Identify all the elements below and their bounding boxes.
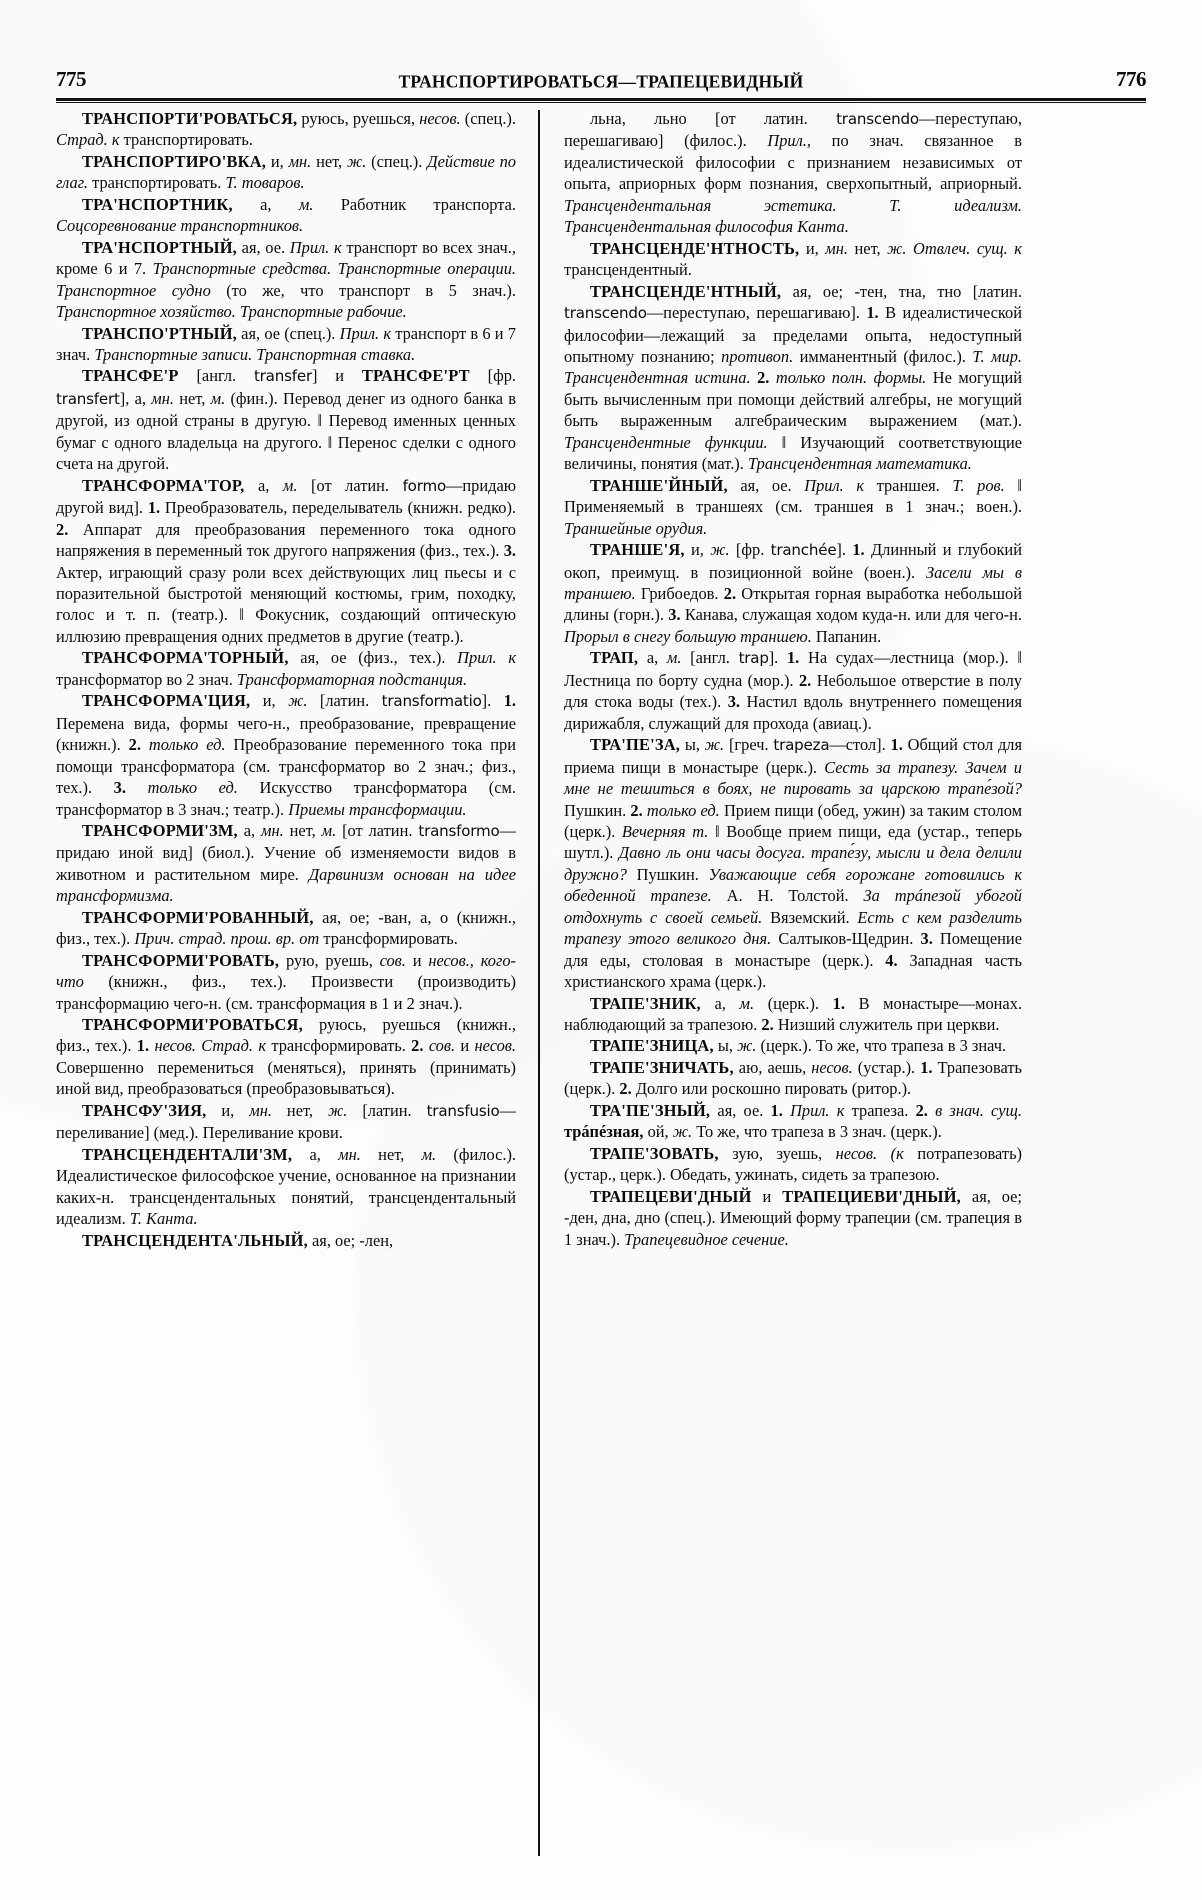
folio-right: 776 [1116,67,1146,91]
dictionary-entry: ТРАПЕ'ЗНИЧАТЬ, аю, аешь, несов. (устар.). 1. Трапезовать (церк.). 2. Долго или роскошно пировать (ритор.). [564,1057,1022,1099]
dictionary-entry: ТРАНСЦЕНДЕ'НТНОСТЬ, и, мн. нет, ж. Отвлеч. сущ. к трансцендентный. [564,238,1022,280]
dictionary-entry: ТРАНСФОРМИ'РОВАТЬСЯ, руюсь, руешься (книжн., физ., тех.). 1. несов. Страд. к трансформировать. 2. сов. и несов. Совершенно перемениться (меняться), принять (принимать) иной вид, преобразоваться (преобразовываться). [56,1015,516,1099]
dictionary-entry: ТРАПЕ'ЗОВАТЬ, зую, зуешь, несов. (к потрапезовать) (устар., церк.). Обедать, ужинать, сидеть за трапезою. [564,1143,1022,1185]
dictionary-entry: ТРАНСФОРМИ'ЗМ, а, мн. нет, м. [от латин. transformo—придаю иной вид] (биол.). Учение об изменяемости видов в животном и растительном мире. Дарвинизм основан на идее трансформизма. [56,820,516,906]
dictionary-entry: ТРА'НСПОРТНИК, а, м. Работник транспорта. Соцсоревнование транспортников. [56,194,516,236]
dictionary-entry: ТРАНСПО'РТНЫЙ, ая, ое (спец.). Прил. к транспорт в 6 и 7 знач. Транспортные записи. Транспортная ставка. [56,323,516,364]
dictionary-entry: ТРАПЕЦЕВИ'ДНЫЙ и ТРАПЕЦИЕВИ'ДНЫЙ, ая, ое; -ден, дна, дно (спец.). Имеющий форму трапеции (см. трапеция в 1 знач.). Трапецевидное сечение. [564,1186,1022,1249]
dictionary-entry: ТРАНШЕ'Я, и, ж. [фр. tranchée]. 1. Длинный и глубокий окоп, преимущ. в позиционной войне (воен.). Засели мы в траншею. Грибоедов. 2. Открытая горная выработка небольшой длины (горн.). 3. Канава, служащая ходом куда-н. или для чего-н. Прорыл в снегу большую траншею. Папанин. [564,540,1022,646]
column-right [540,108,1022,1856]
dictionary-entry: ТРА'ПЕ'ЗА, ы, ж. [греч. trapeza—стол]. 1. Общий стол для приема пищи в монастыре (церк.). Сесть за трапезу. Зачем и мне не тешиться в боях, не пировать за царскою трапе́зой? Пушкин. 2. только ед. Прием пищи (обед, ужин) за таким столом (церк.). Вечерняя т. ‖ Вообще прием пищи, еда (устар., теперь шутл.). Давно ль они часы досуга. трапе́зу, мысли и дела делили дружно? Пушкин. Уважающие себя горожане готовились к обеденной трапезе. А. Н. Толстой. За трáпезой убогой отдохнуть с своей семьей. Вяземский. Есть с кем разделить трапезу этого великого дня. Салтыков-Щедрин. 3. Помещение для еды, столовая в монастыре (церк.). 4. Западная часть христианского храма (церк.). [564,735,1023,992]
dictionary-entry: ТРАНСПОРТИРО'ВКА, и, мн. нет, ж. (спец.). Действие по глаг. транспортировать. Т. товаров. [56,151,516,193]
running-title: ТРАНСПОРТИРОВАТЬСЯ—ТРАПЕЦЕВИДНЫЙ [398,69,804,91]
running-head [56,56,1146,90]
dictionary-entry: льна, льно [от латин. transcendo—переступаю, перешагиваю] (филос.). Прил., по знач. связанное в идеалистической философии с признанием независимых от опыта, априорных форм познания, сверхопытный, априорный. Трансцендентальная эстетика. Т. идеализм. Трансцендентальная философия Канта. [564,109,1022,237]
dictionary-entry: ТРАНСЦЕНДЕНТА'ЛЬНЫЙ, ая, ое; -лен, [82,1230,394,1250]
dictionary-entry: ТРАП, а, м. [англ. trap]. 1. На судах—лестница (мор.). ‖ Лестница по борту судна (мор.). 2. Небольшое отверстие в полу для стока воды (тех.). 3. Настил вдоль внутреннего помещения дирижабля, служащий для прохода (авиац.). [564,648,1022,733]
dictionary-entry: ТРАНСФОРМИ'РОВАННЫЙ, ая, ое; -ван, а, о (книжн., физ., тех.). Прич. страд. прош. вр. от трансформировать. [56,907,516,949]
column-left [56,108,538,1856]
dictionary-entry: ТРАНСФОРМА'ТОР, а, м. [от латин. formo—придаю другой вид]. 1. Преобразователь, переделыватель (книжн. редко). 2. Аппарат для преобразования переменного тока одного напряжения в переменный ток другого напряжения (физ., тех.). 3. Актер, играющий сразу роли всех действующих лиц пьесы и с поразительной быстротой меняющий костюмы, грим, походку, голос и т. п. (театр.). ‖ Фокусник, создающий оптическую иллюзию превращения одних предметов в другие (театр.). [56,475,517,646]
dictionary-entry: ТРА'ПЕ'ЗНЫЙ, ая, ое. 1. Прил. к трапеза. 2. в знач. сущ. трáпéзная, ой, ж. То же, что трапеза в 3 знач. (церк.). [564,1100,1022,1142]
dictionary-entry: ТРАНСФОРМА'ТОРНЫЙ, ая, ое (физ., тех.). Прил. к трансформатор во 2 знач. Трансформаторная подстанция. [56,648,516,689]
dictionary-entry: ТРА'НСПОРТНЫЙ, ая, ое. Прил. к транспорт во всех знач., кроме 6 и 7. Транспортные средства. Транспортные операции. Транспортное судно (то же, что транспорт в 5 знач.). Транспортное хозяйство. Транспортные рабочие. [56,237,516,322]
dictionary-entry: ТРАПЕ'ЗНИЦА, ы, ж. (церк.). То же, что трапеза в 3 знач. [590,1036,1007,1056]
page-body [56,108,1146,1856]
dictionary-entry: ТРАНШЕ'ЙНЫЙ, ая, ое. Прил. к траншея. Т. ров. ‖ Применяемый в траншеях (см. траншея в 1 знач.; воен.). Траншейные орудия. [564,475,1022,538]
dictionary-entry: ТРАПЕ'ЗНИК, а, м. (церк.). 1. В монастыре—монах. наблюдающий за трапезою. 2. Низший служитель при церкви. [564,993,1022,1035]
dictionary-entry: ТРАНСЦЕНДЕНТАЛИ'ЗМ, а, мн. нет, м. (филос.). Идеалистическое философское учение, основанное на признании каких-н. трансцендентальных понятий, трансцендентальный идеализм. Т. Канта. [56,1144,516,1229]
dictionary-entry: ТРАНСФУ'ЗИЯ, и, мн. нет, ж. [латин. transfusio—переливание] (мед.). Переливание крови. [56,1100,516,1143]
dictionary-entry: ТРАНСЦЕНДЕ'НТНЫЙ, ая, ое; -тен, тна, тно [латин. transcendo—переступаю, перешагиваю]. 1. В идеалистической философии—лежащий за пределами опыта, недоступный опытному познанию; противоп. имманентный (филос.). Т. мир. Трансцендентная истина. 2. только полн. формы. Не могущий быть вычисленным при помощи действий алгебры, не могущий быть выраженным алгебраическим выражением (мат.). Трансцендентные функции. ‖ Изучающий соответствующие величины, понятия (мат.). Трансцендентная математика. [564,281,1022,474]
dictionary-entry: ТРАНСФОРМИ'РОВАТЬ, рую, руешь, сов. и несов., кого-что (книжн., физ., тех.). Произвести (производить) трансформацию чего-н. (см. трансформация в 1 и 2 знач.). [56,950,516,1013]
header-rule [56,98,1146,103]
dictionary-entry: ТРАНСПОРТИ'РОВАТЬСЯ, руюсь, руешься, несов. (спец.). Страд. к транспортировать. [56,109,516,150]
folio-left: 775 [56,67,86,91]
dictionary-entry: ТРАНСФОРМА'ЦИЯ, и, ж. [латин. transformatio]. 1. Перемена вида, формы чего-н., преобразование, превращение (книжн.). 2. только ед. Преобразование переменного тока при помощи трансформатора (см. трансформатор во 2 знач.; физ., тех.). 3. только ед. Искусство трансформатора (см. трансформатор в 3 знач.; театр.). Приемы трансформации. [56,691,517,819]
dictionary-entry: ТРАНСФЕ'Р [англ. transfer] и ТРАНСФЕ'РТ [фр. transfert], а, мн. нет, м. (фин.). Перевод денег из одного банка в другой, из одной страны в другую. ‖ Перевод именных ценных бумаг с одного владельца на другого. ‖ Перенос сделки с одного счета на другой. [56,366,517,474]
